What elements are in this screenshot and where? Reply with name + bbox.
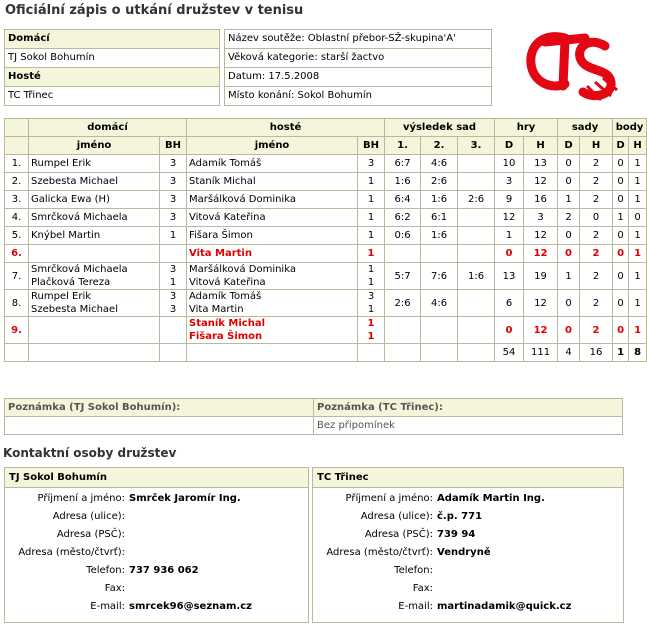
sets-d: 0 — [558, 317, 580, 344]
set1-score: 6:2 — [385, 209, 421, 227]
sets-d: 1 — [558, 191, 580, 209]
points-h: 1 — [629, 227, 647, 245]
games-d: 1 — [495, 227, 524, 245]
match-number: 1. — [5, 155, 29, 173]
points-d: 0 — [613, 173, 629, 191]
games-d: 0 — [495, 317, 524, 344]
set2-score: 4:6 — [421, 155, 458, 173]
label-email: E-mail: — [398, 601, 433, 612]
home-contact-phone: 737 936 062 — [129, 565, 199, 576]
sets-d: 0 — [558, 290, 580, 317]
total-sets-d: 4 — [558, 344, 580, 362]
guest-pair — [187, 317, 358, 344]
contact-guest-team: TC Třinec — [313, 468, 623, 488]
match-number: 7. — [5, 263, 29, 290]
match-number: 3. — [5, 191, 29, 209]
home-player-bh: 1 — [160, 227, 187, 245]
points-d: 0 — [613, 191, 629, 209]
contact-home-team: TJ Sokol Bohumín — [5, 468, 308, 488]
subheader-points-d: D — [613, 137, 629, 155]
guest-note-text: Bez připomínek — [314, 417, 623, 435]
age-category: Věková kategorie: starší žactvo — [225, 49, 492, 68]
label-phone: Telefon: — [394, 565, 433, 576]
subheader-sets-d: D — [558, 137, 580, 155]
guest-pair-bh-1: 1 — [367, 264, 375, 275]
set1-score: 5:7 — [385, 263, 421, 290]
guest-label: Hosté — [5, 68, 220, 87]
games-d: 9 — [495, 191, 524, 209]
home-label: Domácí — [5, 30, 220, 49]
subheader-games-d: D — [495, 137, 524, 155]
points-h: 1 — [629, 290, 647, 317]
match-number: 2. — [5, 173, 29, 191]
match-number: 8. — [5, 290, 29, 317]
home-team: TJ Sokol Bohumín — [5, 49, 220, 68]
games-h: 3 — [524, 209, 558, 227]
header-set-result: výsledek sad — [385, 119, 495, 137]
home-pair-bh — [160, 263, 187, 290]
label-street: Adresa (ulice): — [360, 511, 433, 522]
home-pair-bh-2: 3 — [169, 304, 177, 315]
points-d: 0 — [613, 317, 629, 344]
sets-d: 0 — [558, 173, 580, 191]
set2-score — [421, 317, 458, 344]
match-number: 6. — [5, 245, 29, 263]
subheader-games-h: H — [524, 137, 558, 155]
sets-h: 2 — [580, 227, 613, 245]
games-h: 12 — [524, 245, 558, 263]
match-info-table — [224, 29, 492, 106]
subheader-guest-bh: BH — [358, 137, 385, 155]
doubles-row — [5, 263, 647, 290]
points-h: 1 — [629, 191, 647, 209]
total-games-h: 111 — [524, 344, 558, 362]
home-pair-bh-1: 3 — [169, 291, 177, 302]
contacts-title: Kontaktní osoby družstev — [3, 446, 177, 460]
guest-pair-bh-1: 1 — [367, 318, 375, 329]
set3-score — [458, 290, 495, 317]
home-pair — [29, 317, 160, 344]
sets-d: 0 — [558, 245, 580, 263]
subheader-set1: 1. — [385, 137, 421, 155]
games-d: 10 — [495, 155, 524, 173]
set3-score — [458, 173, 495, 191]
totals-row — [5, 344, 647, 362]
home-pair-2: Plačková Tereza — [31, 277, 111, 288]
doubles-row — [5, 290, 647, 317]
guest-contact-name: Adamík Martin Ing. — [437, 493, 545, 504]
points-h: 1 — [629, 155, 647, 173]
set2-score: 7:6 — [421, 263, 458, 290]
subheader-guest-name: jméno — [187, 137, 358, 155]
match-number: 4. — [5, 209, 29, 227]
points-d: 1 — [613, 209, 629, 227]
set2-score: 2:6 — [421, 173, 458, 191]
points-d: 0 — [613, 227, 629, 245]
games-h: 19 — [524, 263, 558, 290]
label-email: E-mail: — [90, 601, 125, 612]
total-points-h: 8 — [629, 344, 647, 362]
label-fax: Fax: — [104, 583, 125, 594]
total-points-d: 1 — [613, 344, 629, 362]
home-pair-bh-2: 1 — [169, 277, 177, 288]
guest-team: TC Třinec — [5, 87, 220, 106]
guest-pair-bh — [358, 317, 385, 344]
singles-row — [5, 227, 647, 245]
label-zip: Adresa (PSČ): — [56, 529, 125, 540]
guest-player: Maršálková Dominika — [187, 191, 358, 209]
guest-pair-bh-2: 1 — [367, 331, 375, 342]
set1-score — [385, 317, 421, 344]
singles-row — [5, 191, 647, 209]
home-pair-bh — [160, 317, 187, 344]
home-player: Galicka Ewa (H) — [29, 191, 160, 209]
singles-row — [5, 155, 647, 173]
header-games: hry — [495, 119, 558, 137]
header-sets: sady — [558, 119, 613, 137]
home-player-bh: 3 — [160, 191, 187, 209]
home-note-label: Poznámka (TJ Sokol Bohumín): — [5, 399, 314, 417]
set3-score — [458, 209, 495, 227]
guest-player: Adamík Tomáš — [187, 155, 358, 173]
set2-score: 6:1 — [421, 209, 458, 227]
team-info-table — [4, 29, 220, 106]
guest-player-bh: 1 — [358, 191, 385, 209]
header-guest: hosté — [187, 119, 385, 137]
guest-player-bh: 1 — [358, 173, 385, 191]
home-player-bh — [160, 245, 187, 263]
games-d: 0 — [495, 245, 524, 263]
games-d: 13 — [495, 263, 524, 290]
guest-contact-fax — [437, 580, 571, 598]
games-d: 12 — [495, 209, 524, 227]
guest-pair-2: Vita Martin — [189, 304, 244, 315]
points-h: 1 — [629, 317, 647, 344]
set1-score: 6:7 — [385, 155, 421, 173]
home-contact-city — [129, 544, 252, 562]
contact-card-guest — [312, 467, 624, 623]
guest-pair-1: Staník Michal — [189, 318, 266, 329]
home-contact-zip — [129, 526, 252, 544]
singles-row — [5, 245, 647, 263]
singles-row — [5, 173, 647, 191]
sets-d: 1 — [558, 263, 580, 290]
points-h: 1 — [629, 173, 647, 191]
guest-pair-bh-1: 3 — [367, 291, 375, 302]
points-d: 0 — [613, 263, 629, 290]
contact-card-home — [4, 467, 309, 623]
home-pair-1: Rumpel Erik — [31, 291, 92, 302]
home-pair-bh — [160, 290, 187, 317]
set3-score — [458, 245, 495, 263]
home-player-bh: 3 — [160, 209, 187, 227]
singles-row — [5, 209, 647, 227]
guest-player: Vitová Kateřina — [187, 209, 358, 227]
home-player-bh: 3 — [160, 155, 187, 173]
home-pair-2: Szebesta Michael — [31, 304, 118, 315]
points-h: 0 — [629, 209, 647, 227]
label-name: Příjmení a jméno: — [345, 493, 433, 504]
label-phone: Telefon: — [86, 565, 125, 576]
home-player — [29, 245, 160, 263]
label-city: Adresa (město/čtvrť): — [326, 547, 433, 558]
set2-score: 1:6 — [421, 227, 458, 245]
guest-contact-street: č.p. 771 — [437, 511, 483, 522]
notes-table — [4, 398, 623, 435]
label-city: Adresa (město/čtvrť): — [18, 547, 125, 558]
guest-pair — [187, 290, 358, 317]
label-fax: Fax: — [412, 583, 433, 594]
page-title: Oficiální zápis o utkání družstev v tenisu — [5, 3, 304, 18]
games-h: 12 — [524, 290, 558, 317]
set3-score: 1:6 — [458, 263, 495, 290]
sets-d: 0 — [558, 155, 580, 173]
points-d: 0 — [613, 155, 629, 173]
guest-pair-2: Vitová Kateřina — [189, 277, 266, 288]
guest-pair-bh — [358, 263, 385, 290]
games-d: 3 — [495, 173, 524, 191]
guest-pair — [187, 263, 358, 290]
home-player: Rumpel Erik — [29, 155, 160, 173]
guest-player: Staník Michal — [187, 173, 358, 191]
guest-contact-zip: 739 94 — [437, 529, 476, 540]
guest-player: Fišara Šimon — [187, 227, 358, 245]
label-name: Příjmení a jméno: — [37, 493, 125, 504]
points-h: 1 — [629, 245, 647, 263]
sets-h: 2 — [580, 155, 613, 173]
games-d: 6 — [495, 290, 524, 317]
points-d: 0 — [613, 245, 629, 263]
label-zip: Adresa (PSČ): — [364, 529, 433, 540]
home-player: Knýbel Martin — [29, 227, 160, 245]
home-contact-email[interactable]: smrcek96@seznam.cz — [129, 601, 252, 612]
games-h: 12 — [524, 173, 558, 191]
subheader-sets-h: H — [580, 137, 613, 155]
label-street: Adresa (ulice): — [52, 511, 125, 522]
set2-score: 4:6 — [421, 290, 458, 317]
total-sets-h: 16 — [580, 344, 613, 362]
competition-name: Název soutěže: Oblastní přebor-SŽ-skupina'A' — [225, 30, 492, 49]
sets-h: 2 — [580, 191, 613, 209]
results-table — [4, 118, 647, 362]
match-number: 9. — [5, 317, 29, 344]
guest-player-bh: 1 — [358, 245, 385, 263]
guest-pair-1: Maršálková Dominika — [189, 264, 296, 275]
set1-score: 0:6 — [385, 227, 421, 245]
set1-score: 6:4 — [385, 191, 421, 209]
set3-score: 2:6 — [458, 191, 495, 209]
guest-contact-email[interactable]: martinadamik@quick.cz — [437, 601, 572, 612]
set1-score: 2:6 — [385, 290, 421, 317]
match-venue: Místo konání: Sokol Bohumín — [225, 87, 492, 106]
home-pair — [29, 263, 160, 290]
sets-h: 2 — [580, 290, 613, 317]
home-note-text — [5, 417, 314, 435]
set2-score: 1:6 — [421, 191, 458, 209]
home-pair-1: Smrčková Michaela — [31, 264, 128, 275]
points-h: 1 — [629, 263, 647, 290]
subheader-home-name: jméno — [29, 137, 160, 155]
home-player: Smrčková Michaela — [29, 209, 160, 227]
guest-pair-bh-2: 1 — [367, 304, 375, 315]
guest-player: Vita Martin — [187, 245, 358, 263]
points-d: 0 — [613, 290, 629, 317]
guest-pair-1: Adamík Tomáš — [189, 291, 262, 302]
set2-score — [421, 245, 458, 263]
home-pair-bh-1: 3 — [169, 264, 177, 275]
subheader-set2: 2. — [421, 137, 458, 155]
home-contact-name: Smrček Jaromír Ing. — [129, 493, 241, 504]
header-points: body — [613, 119, 647, 137]
header-home: domácí — [29, 119, 187, 137]
guest-contact-phone — [437, 562, 571, 580]
sets-h: 2 — [580, 263, 613, 290]
home-player-bh: 3 — [160, 173, 187, 191]
match-date: Datum: 17.5.2008 — [225, 68, 492, 87]
games-h: 12 — [524, 227, 558, 245]
match-number: 5. — [5, 227, 29, 245]
set3-score — [458, 227, 495, 245]
guest-pair-2: Fišara Šimon — [189, 331, 263, 342]
set3-score — [458, 317, 495, 344]
guest-pair-bh — [358, 290, 385, 317]
doubles-row — [5, 317, 647, 344]
club-logo — [525, 24, 621, 106]
sets-d: 0 — [558, 227, 580, 245]
sets-h: 0 — [580, 209, 613, 227]
sets-h: 2 — [580, 317, 613, 344]
sets-h: 2 — [580, 245, 613, 263]
games-h: 13 — [524, 155, 558, 173]
home-contact-street — [129, 508, 252, 526]
home-player: Szebesta Michael — [29, 173, 160, 191]
sets-d: 2 — [558, 209, 580, 227]
games-h: 16 — [524, 191, 558, 209]
guest-note-label: Poznámka (TC Třinec): — [314, 399, 623, 417]
subheader-set3: 3. — [458, 137, 495, 155]
set1-score: 1:6 — [385, 173, 421, 191]
guest-pair-bh-2: 1 — [367, 277, 375, 288]
guest-contact-city: Vendryně — [437, 547, 491, 558]
guest-player-bh: 3 — [358, 155, 385, 173]
subheader-home-bh: BH — [160, 137, 187, 155]
set3-score — [458, 155, 495, 173]
home-contact-fax — [129, 580, 252, 598]
tc-logo-icon — [525, 24, 621, 106]
guest-player-bh: 1 — [358, 227, 385, 245]
total-games-d: 54 — [495, 344, 524, 362]
home-pair — [29, 290, 160, 317]
games-h: 12 — [524, 317, 558, 344]
set1-score — [385, 245, 421, 263]
subheader-points-h: H — [629, 137, 647, 155]
guest-player-bh: 1 — [358, 209, 385, 227]
sets-h: 2 — [580, 173, 613, 191]
